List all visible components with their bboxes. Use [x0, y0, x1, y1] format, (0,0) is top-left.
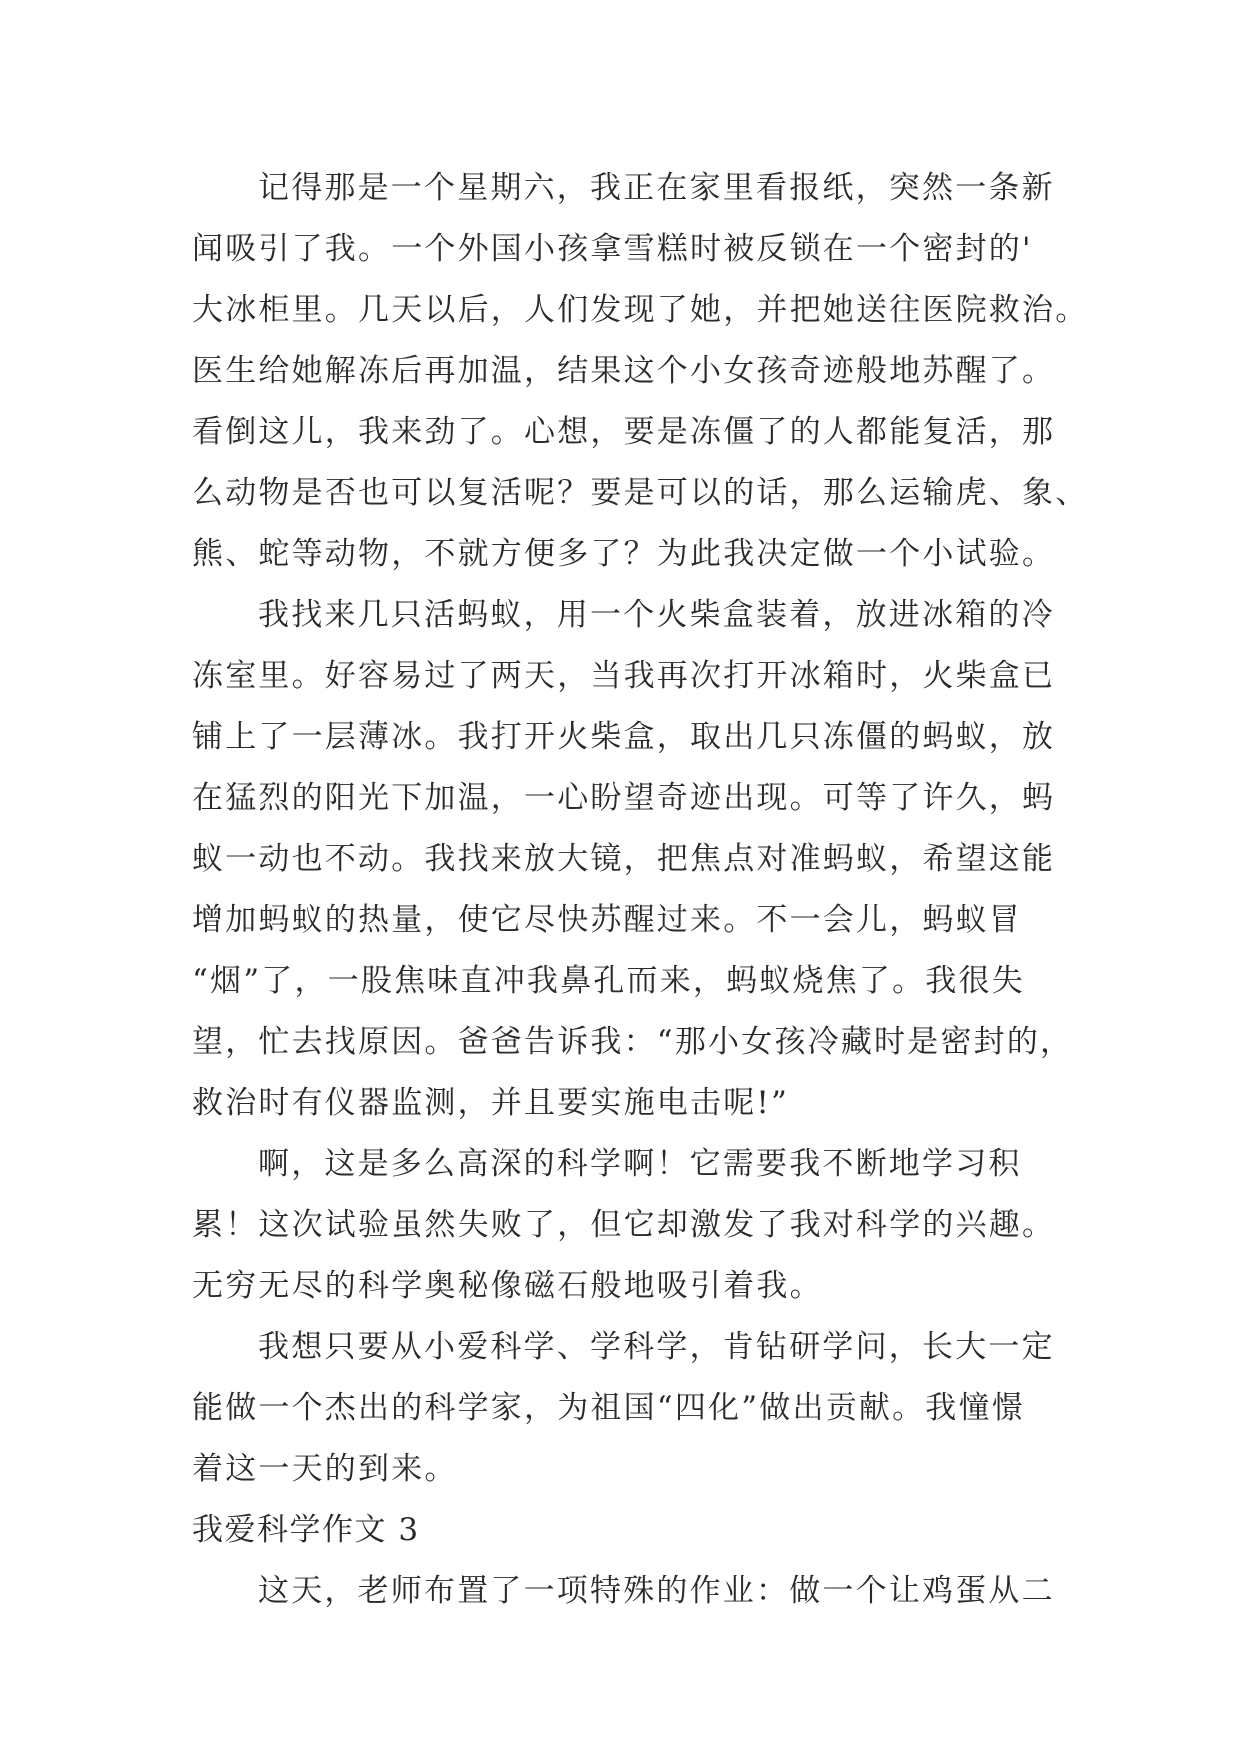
section-heading: 我爱科学作文 3 [192, 1512, 420, 1548]
text-line: 熊、蛇等动物，不就方便多了？为此我决定做一个小试验。 [192, 536, 1056, 572]
text-line: 我想只要从小爱科学、学科学，肯钻研学问，长大一定 [258, 1329, 1055, 1365]
text-line: 蚁一动也不动。我找来放大镜，把焦点对准蚂蚁，希望这能 [192, 841, 1056, 877]
text-line: 在猛烈的阳光下加温，一心盼望奇迹出现。可等了许久，蚂 [192, 780, 1056, 816]
text-line: 望，忙去找原因。爸爸告诉我：“那小女孩冷藏时是密封的， [192, 1024, 1074, 1060]
text-line: 能做一个杰出的科学家，为祖国“四化”做出贡献。我憧憬 [192, 1390, 1025, 1426]
text-line: 这天，老师布置了一项特殊的作业：做一个让鸡蛋从二 [258, 1573, 1055, 1609]
text-line: 医生给她解冻后再加温，结果这个小女孩奇迹般地苏醒了。 [192, 353, 1056, 389]
text-line: 铺上了一层薄冰。我打开火柴盒，取出几只冻僵的蚂蚁，放 [192, 719, 1056, 755]
text-line: “烟”了，一股焦味直冲我鼻孔而来，蚂蚁烧焦了。我很失 [192, 963, 1025, 999]
text-line: 无穷无尽的科学奥秘像磁石般地吸引着我。 [192, 1268, 823, 1304]
text-line: 救治时有仪器监测，并且要实施电击呢!” [192, 1085, 790, 1121]
text-line: 着这一天的到来。 [192, 1451, 458, 1487]
text-line: 累！这次试验虽然失败了，但它却激发了我对科学的兴趣。 [192, 1207, 1056, 1243]
text-line: 冻室里。好容易过了两天，当我再次打开冰箱时，火柴盒已 [192, 658, 1056, 694]
text-line: 看倒这儿，我来劲了。心想，要是冻僵了的人都能复活，那 [192, 414, 1056, 450]
text-line: 增加蚂蚁的热量，使它尽快苏醒过来。不一会儿，蚂蚁冒 [192, 902, 1022, 938]
text-line: 记得那是一个星期六，我正在家里看报纸，突然一条新 [258, 170, 1055, 206]
text-line: 闻吸引了我。一个外国小孩拿雪糕时被反锁在一个密封的' [192, 231, 1033, 267]
text-line: 么动物是否也可以复活呢？要是可以的话，那么运输虎、象、 [192, 475, 1089, 511]
text-line: 我找来几只活蚂蚁，用一个火柴盒装着，放进冰箱的冷 [258, 597, 1055, 633]
text-line: 啊，这是多么高深的科学啊！它需要我不断地学习积 [258, 1146, 1022, 1182]
document-body [192, 158, 1089, 1622]
text-line: 大冰柜里。几天以后，人们发现了她，并把她送往医院救治。 [192, 292, 1089, 328]
